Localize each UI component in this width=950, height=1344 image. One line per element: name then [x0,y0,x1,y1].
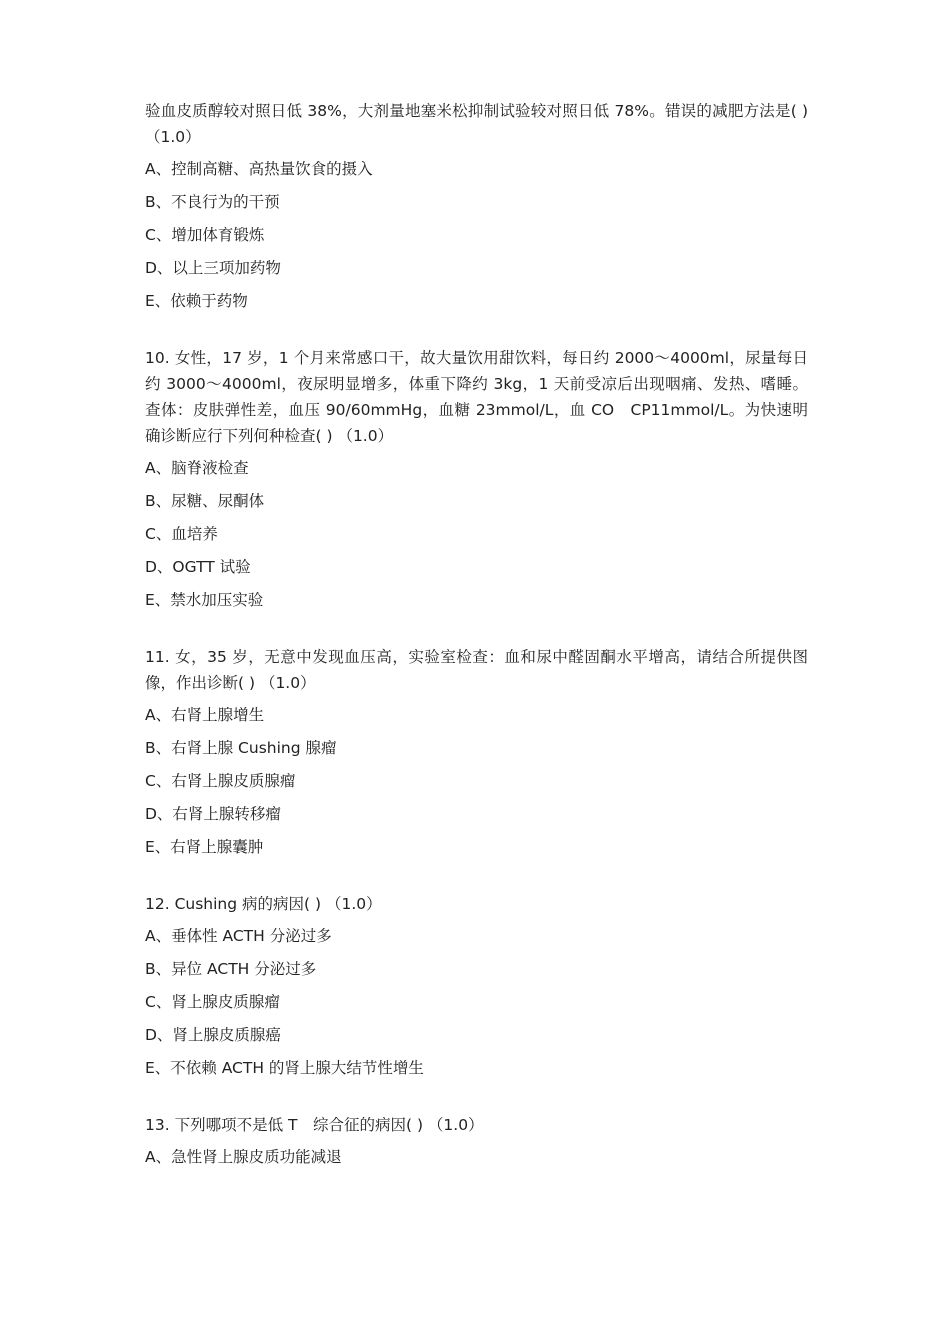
question-stem: 10. 女性，17 岁，1 个月来常感口干，故大量饮用甜饮料，每日约 2000～4000ml，尿量每日约 3000～4000ml，夜尿明显增多，体重下降约 3kg，1 天前受凉后出现咽痛、发热、嗜睡。查体：皮肤弹性差，血压 90/60mmHg，血糖 23mmol/L，血 CO CP11mmol/L。为快速明确诊断应行下列何种检查( ) （1.0） [145,349,808,445]
option-d: D、右肾上腺转移瘤 [145,805,281,823]
option-e: E、禁水加压实验 [145,591,264,609]
question-11 [145,644,808,870]
option-a: A、右肾上腺增生 [145,706,265,724]
option-c: C、右肾上腺皮质腺瘤 [145,772,296,790]
question-10 [145,345,808,623]
option-d: D、肾上腺皮质腺癌 [145,1026,281,1044]
spacer [145,623,808,644]
option-a: A、控制高糖、高热量饮食的摄入 [145,160,373,178]
question-stem: 11. 女，35 岁，无意中发现血压高，实验室检查：血和尿中醛固酮水平增高，请结合所提供图像，作出诊断( ) （1.0） [145,648,808,692]
option-c: C、血培养 [145,525,218,543]
spacer [145,1091,808,1112]
question-9 [145,98,808,324]
option-b: B、不良行为的干预 [145,193,280,211]
spacer [145,324,808,345]
option-a: A、脑脊液检查 [145,459,249,477]
option-a: A、急性肾上腺皮质功能减退 [145,1148,342,1166]
spacer [145,870,808,891]
option-e: E、右肾上腺囊肿 [145,838,264,856]
option-a: A、垂体性 ACTH 分泌过多 [145,927,332,945]
option-c: C、增加体育锻炼 [145,226,265,244]
option-b: B、右肾上腺 Cushing 腺瘤 [145,739,337,757]
question-stem: 13. 下列哪项不是低 T 综合征的病因( ) （1.0） [145,1116,484,1134]
question-13 [145,1112,808,1180]
question-stem: 12. Cushing 病的病因( ) （1.0） [145,895,382,913]
option-e: E、依赖于药物 [145,292,248,310]
option-d: D、以上三项加药物 [145,259,281,277]
option-e: E、不依赖 ACTH 的肾上腺大结节性增生 [145,1059,424,1077]
option-c: C、肾上腺皮质腺瘤 [145,993,280,1011]
option-d: D、OGTT 试验 [145,558,251,576]
question-stem: 验血皮质醇较对照日低 38%，大剂量地塞米松抑制试验较对照日低 78%。错误的减肥方法是( ) （1.0） [145,102,808,146]
option-b: B、异位 ACTH 分泌过多 [145,960,317,978]
option-b: B、尿糖、尿酮体 [145,492,265,510]
question-12 [145,891,808,1091]
